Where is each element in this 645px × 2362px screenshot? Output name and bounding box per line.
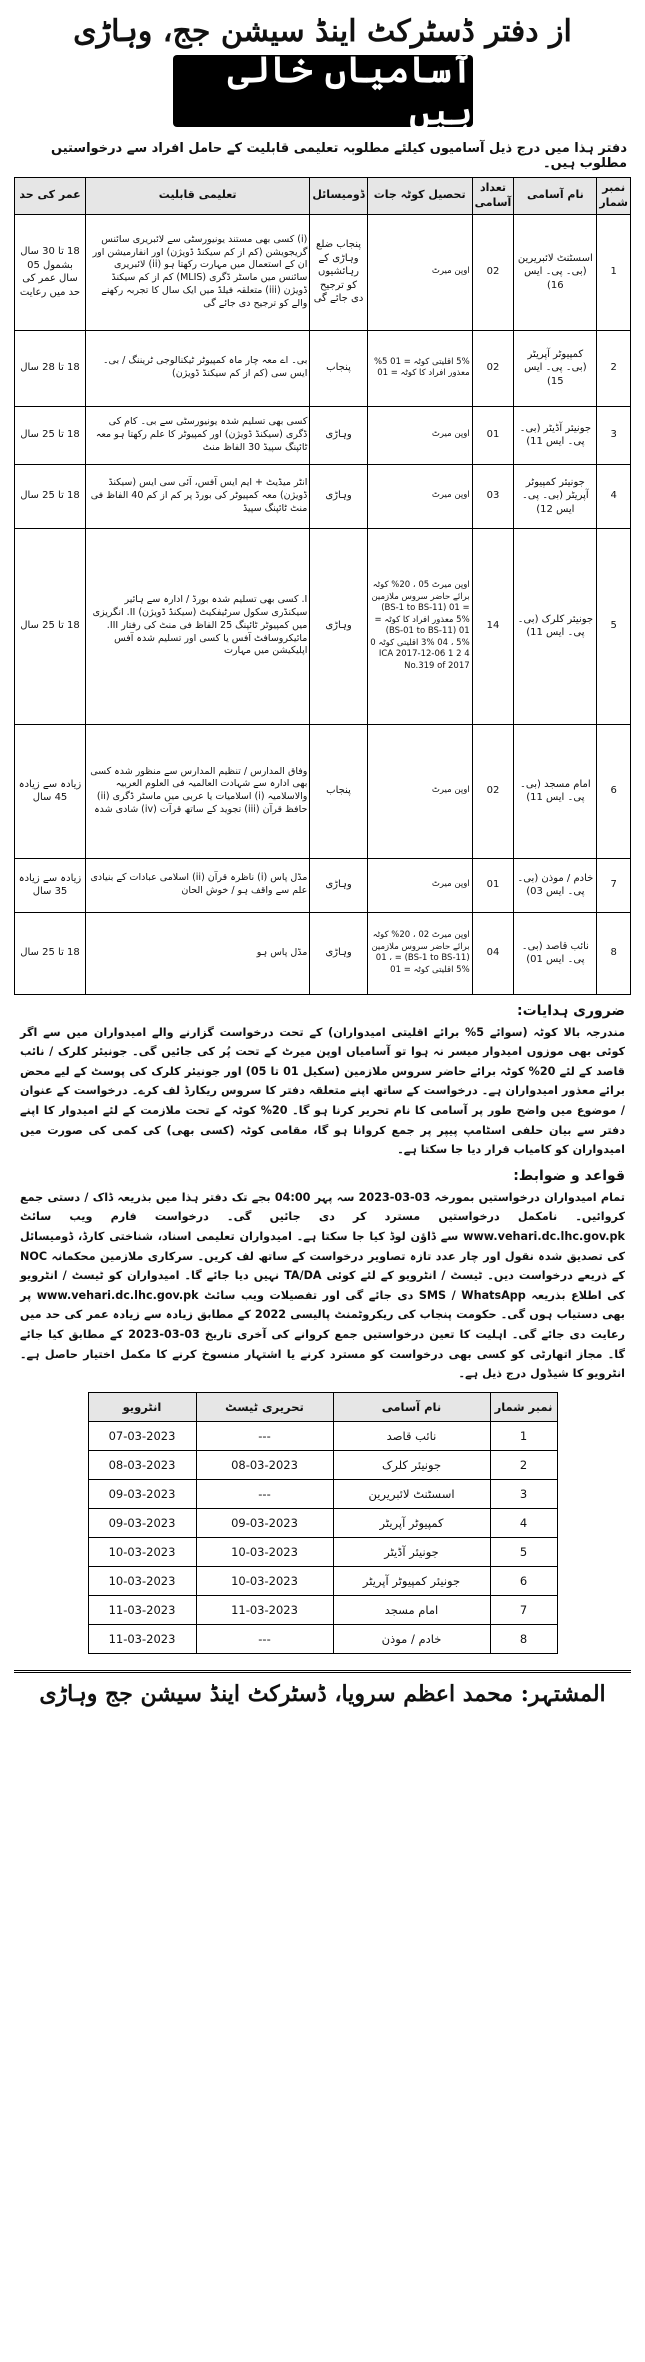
table-row bbox=[88, 1595, 557, 1624]
cell-sn: 3 bbox=[597, 406, 631, 464]
cell-domicile: وہاڑی bbox=[310, 406, 367, 464]
cell-age: 18 تا 28 سال bbox=[15, 330, 86, 406]
schedule-col-interview: انٹرویو bbox=[88, 1392, 196, 1421]
cell-sn: 5 bbox=[597, 528, 631, 724]
cell-post: جونیئر کلرک (بی۔ پی۔ ایس 11) bbox=[514, 528, 597, 724]
table-row bbox=[88, 1566, 557, 1595]
cell-age: زیادہ سے زیادہ 45 سال bbox=[15, 724, 86, 858]
cell-post: جونیئر آڈیٹر bbox=[333, 1537, 490, 1566]
cell-test: 08-03-2023 bbox=[196, 1450, 333, 1479]
cell-post: نائب قاصد (بی۔ پی۔ ایس 01) bbox=[514, 912, 597, 994]
cell-education: (i) کسی بھی مستند یونیورسٹی سے لائبریری سائنس گریجویشن (کم از کم سیکنڈ ڈویژن) اور انفارمیشن اور ان کے استعمال میں مہارت رکھتا ہو (ii) لائبریری سائنس میں ماسٹر ڈگری (MLIS) کم از کم سیکنڈ ڈویژن (iii) متعلقہ فیلڈ میں ایک سال کا تجربہ رکھنے والے کو ترجیح دی جائے گی bbox=[86, 214, 310, 330]
cell-sn: 8 bbox=[490, 1624, 557, 1653]
cell-post: اسسٹنٹ لائبریرین bbox=[333, 1479, 490, 1508]
col-header-quota: تحصیل کوٹہ جات bbox=[367, 178, 472, 215]
table-row bbox=[15, 214, 631, 330]
schedule-header-row bbox=[88, 1392, 557, 1421]
jobs-table-header-row bbox=[15, 178, 631, 215]
cell-domicile: وہاڑی bbox=[310, 858, 367, 912]
table-row bbox=[15, 858, 631, 912]
cell-count: 01 bbox=[472, 858, 514, 912]
col-header-domicile: ڈومیسائل bbox=[310, 178, 367, 215]
table-row bbox=[88, 1479, 557, 1508]
cell-count: 02 bbox=[472, 330, 514, 406]
cell-interview: 11-03-2023 bbox=[88, 1595, 196, 1624]
cell-age: 18 تا 25 سال bbox=[15, 528, 86, 724]
cell-count: 01 bbox=[472, 406, 514, 464]
cell-post: خادم / موذن (بی۔ پی۔ ایس 03) bbox=[514, 858, 597, 912]
instructions-text: مندرجہ بالا کوٹہ (سوائے 5% برائے اقلیتی امیدواران) کے تحت درخواست گزارنے والے امیدواران میں سے اگر کوئی بھی موزوں امیدوار میسر نہ ہوا تو آسامیاں اوپن میرٹ کے تحت پُر کی جائیں گی۔ جونیئر کلرک / نائب قاصد کے لئے 20% کوٹہ برائے حاضر سروس ملازمین (سکیل 01 تا 05) اور جونیئر کلرک کی پوسٹ کے لیے محض برائے معذور امیدواران ہے۔ درخواست کے ساتھ اپنے متعلقہ دفتر کا سروس ریکارڈ لف کرے۔ درخواست کے عنوان / موضوع میں واضح طور پر آسامی کا نام تحریر کرنا ہو گا۔ 20% کوٹہ کے تحت ملازمت کے لئے امیدوار کا اپنے دفتر سے بیان حلفی اسٹامپ پیپر پر جمع کروانا ہو گا، مقامی کوٹہ (کسی بھی) کی کمی کی صورت میں امیدواران کو کامیاب قرار دیا جا سکتا ہے۔ bbox=[20, 1025, 625, 1157]
interview-schedule-table bbox=[88, 1392, 558, 1654]
cell-sn: 7 bbox=[597, 858, 631, 912]
cell-education: کسی بھی تسلیم شدہ یونیورسٹی سے بی۔ کام کی ڈگری (سیکنڈ ڈویژن) اور کمپیوٹر کا علم رکھتا ہو معہ ٹائپنگ سپیڈ 30 الفاظ منٹ bbox=[86, 406, 310, 464]
table-row bbox=[15, 406, 631, 464]
cell-test: --- bbox=[196, 1421, 333, 1450]
jobs-table bbox=[14, 177, 631, 995]
cell-interview: 09-03-2023 bbox=[88, 1479, 196, 1508]
table-row bbox=[88, 1450, 557, 1479]
cell-sn: 8 bbox=[597, 912, 631, 994]
schedule-col-test: تحریری ٹیسٹ bbox=[196, 1392, 333, 1421]
cell-post: نائب قاصد bbox=[333, 1421, 490, 1450]
rules-heading: قواعد و ضوابط: bbox=[513, 1167, 625, 1184]
cell-count: 02 bbox=[472, 214, 514, 330]
table-row bbox=[88, 1421, 557, 1450]
cell-quota: اوپن میرٹ bbox=[367, 406, 472, 464]
cell-count: 02 bbox=[472, 724, 514, 858]
cell-quota: اوپن میرٹ bbox=[367, 724, 472, 858]
advertiser-signature: المشتہر: محمد اعظم سرویا، ڈسٹرکٹ اینڈ سیشن جج وہاڑی bbox=[14, 1670, 631, 1707]
cell-quota: اوپن میرٹ 05 ، 20% کوٹہ برائے حاضر سروس ملازمین = 01 (BS-1 to BS-11) 5% معذور افراد کا کوٹہ = 01 (BS-01 to BS-11) 3% 04 ، 5% اقلیتی کوٹہ 0 4 2 1 06-12-2017 ICA No.319 of 2017 bbox=[367, 528, 472, 724]
cell-interview: 11-03-2023 bbox=[88, 1624, 196, 1653]
cell-post: امام مسجد (بی۔ پی۔ ایس 11) bbox=[514, 724, 597, 858]
cell-quota: اوپن میرٹ bbox=[367, 858, 472, 912]
schedule-col-sn: نمبر شمار bbox=[490, 1392, 557, 1421]
table-row bbox=[15, 528, 631, 724]
cell-quota: 5% اقلیتی کوٹہ = 01 5% معذور افراد کا کوٹہ = 01 bbox=[367, 330, 472, 406]
table-row bbox=[15, 724, 631, 858]
intro-text: دفتر ہذا میں درج ذیل آسامیوں کیلئے مطلوبہ تعلیمی قابلیت کے حامل افراد سے درخواستیں مطلوب ہیں۔ bbox=[51, 141, 627, 171]
cell-post: خادم / موذن bbox=[333, 1624, 490, 1653]
col-header-post: نام آسامی bbox=[514, 178, 597, 215]
cell-sn: 5 bbox=[490, 1537, 557, 1566]
cell-age: 18 تا 25 سال bbox=[15, 406, 86, 464]
cell-sn: 6 bbox=[490, 1566, 557, 1595]
cell-count: 14 bbox=[472, 528, 514, 724]
cell-test: --- bbox=[196, 1624, 333, 1653]
schedule-col-post: نام آسامی bbox=[333, 1392, 490, 1421]
cell-age: 18 تا 30 سال بشمول 05 سال عمر کی حد میں رعایت bbox=[15, 214, 86, 330]
table-row bbox=[15, 330, 631, 406]
cell-post: جونیئر آڈیٹر (بی۔ پی۔ ایس 11) bbox=[514, 406, 597, 464]
cell-sn: 1 bbox=[597, 214, 631, 330]
cell-age: 18 تا 25 سال bbox=[15, 912, 86, 994]
rules-text bbox=[20, 1188, 625, 1384]
cell-education: مڈل پاس ہو bbox=[86, 912, 310, 994]
cell-interview: 10-03-2023 bbox=[88, 1566, 196, 1595]
cell-sn: 4 bbox=[597, 464, 631, 528]
cell-count: 03 bbox=[472, 464, 514, 528]
cell-sn: 7 bbox=[490, 1595, 557, 1624]
cell-quota: اوپن میرٹ 02 ، 20% کوٹہ برائے حاضر سروس ملازمین (BS-1 to BS-11) = 01 ، 5% اقلیتی کوٹہ = 01 bbox=[367, 912, 472, 994]
website-link[interactable]: www.vehari.dc.lhc.gov.pk bbox=[463, 1230, 625, 1244]
cell-post: کمپیوٹر آپریٹر bbox=[333, 1508, 490, 1537]
website-link-2[interactable]: www.vehari.dc.lhc.gov.pk bbox=[36, 1288, 199, 1302]
cell-test: --- bbox=[196, 1479, 333, 1508]
col-header-sn: نمبر شمار bbox=[597, 178, 631, 215]
cell-education: انٹر میڈیٹ + ایم ایس آفس، آئی سی ایس (سیکنڈ ڈویژن) معہ کمپیوٹر کی بورڈ پر کم از کم 40 الفاظ فی منٹ ٹائپنگ سپیڈ bbox=[86, 464, 310, 528]
cell-test: 11-03-2023 bbox=[196, 1595, 333, 1624]
cell-sn: 4 bbox=[490, 1508, 557, 1537]
cell-test: 09-03-2023 bbox=[196, 1508, 333, 1537]
cell-domicile: وہاڑی bbox=[310, 528, 367, 724]
cell-quota: اوپن میرٹ bbox=[367, 464, 472, 528]
cell-sn: 1 bbox=[490, 1421, 557, 1450]
cell-sn: 6 bbox=[597, 724, 631, 858]
cell-post: جونیئر کمپیوٹر آپریٹر (بی۔ پی۔ ایس 12) bbox=[514, 464, 597, 528]
cell-post: جونیئر کلرک bbox=[333, 1450, 490, 1479]
cell-education: I. کسی بھی تسلیم شدہ بورڈ / ادارہ سے ہائیر سیکنڈری سکول سرٹیفکیٹ (سیکنڈ ڈویژن) II. انگریزی میں کمپیوٹر ٹائپنگ 25 الفاظ فی منٹ کی رفتار III. مائیکروسافٹ آفس یا کسی اور تسلیم شدہ آفس اپلیکیشن میں مہارت bbox=[86, 528, 310, 724]
cell-sn: 3 bbox=[490, 1479, 557, 1508]
cell-count: 04 bbox=[472, 912, 514, 994]
cell-education: مڈل پاس (i) ناظرہ قرآن (ii) اسلامی عبادات کے بنیادی علم سے واقف ہو / خوش الحان bbox=[86, 858, 310, 912]
cell-domicile: پنجاب bbox=[310, 330, 367, 406]
cell-interview: 09-03-2023 bbox=[88, 1508, 196, 1537]
table-row bbox=[15, 912, 631, 994]
cell-age: زیادہ سے زیادہ 35 سال bbox=[15, 858, 86, 912]
cell-post: امام مسجد bbox=[333, 1595, 490, 1624]
cell-post: اسسٹنٹ لائبریرین (بی۔ پی۔ ایس 16) bbox=[514, 214, 597, 330]
cell-quota: اوپن میرٹ bbox=[367, 214, 472, 330]
rules-text-part-2: سے ڈاؤن لوڈ کیا جا سکتا ہے۔ امیدواران تعلیمی اسناد، شناختی کارڈ، ڈومیسائل کی تصدیق شدہ نقول اور چار عدد تازہ تصاویر درخواست کے ساتھ لف کریں۔ سرکاری ملازمین محکمانہ NOC کے ذریعے درخواست دیں۔ ٹیسٹ / انٹرویو کے لئے کوئی TA/DA نہیں دیا جائے گا۔ امیدواران کو ٹیسٹ / انٹرویو کی اطلاع بذریعہ SMS / WhatsApp دی جائے گی اور تفصیلات ویب سائٹ bbox=[20, 1230, 626, 1302]
cell-education: بی۔ اے معہ چار ماہ کمپیوٹر ٹیکنالوجی ٹریننگ / بی۔ ایس سی (کم از کم سیکنڈ ڈویژن) bbox=[86, 330, 310, 406]
table-row bbox=[88, 1624, 557, 1653]
cell-domicile: وہاڑی bbox=[310, 464, 367, 528]
col-header-count: تعداد آسامی bbox=[472, 178, 514, 215]
instructions-heading: ضروری ہدایات: bbox=[517, 1002, 625, 1019]
cell-education: وفاق المدارس / تنظیم المدارس سے منظور شدہ کسی بھی ادارہ سے شہادت العالمیہ فی العلوم العربیہ والاسلامیہ (i) اسلامیات یا عربی میں ماسٹر ڈگری (ii) حافظ قرآن (iii) تجوید کے ساتھ قرآت (iv) شادی شدہ bbox=[86, 724, 310, 858]
table-row bbox=[88, 1537, 557, 1566]
cell-sn: 2 bbox=[490, 1450, 557, 1479]
cell-test: 10-03-2023 bbox=[196, 1566, 333, 1595]
cell-interview: 10-03-2023 bbox=[88, 1537, 196, 1566]
cell-sn: 2 bbox=[597, 330, 631, 406]
col-header-education: تعلیمی قابلیت bbox=[86, 178, 310, 215]
cell-post: کمپیوٹر آپریٹر (بی۔ پی۔ ایس 15) bbox=[514, 330, 597, 406]
col-header-age: عمر کی حد bbox=[15, 178, 86, 215]
cell-domicile: پنجاب ضلع وہاڑی کے رہائشیوں کو ترجیح دی جائے گی bbox=[310, 214, 367, 330]
office-title: از دفتر ڈسٹرکٹ اینڈ سیشن جج، وہاڑی bbox=[73, 14, 572, 49]
rules-text-part-1: تمام امیدواران درخواستیں بمورخہ 03-03-2023 سہ پہر 04:00 بجے تک دفتر ہذا میں بذریعہ ڈاک / دستی جمع کروائیں۔ نامکمل درخواستیں مسترد کر دی جائیں گی۔ درخواست فارم ویب سائٹ bbox=[20, 1190, 625, 1224]
cell-domicile: پنجاب bbox=[310, 724, 367, 858]
rules-text-part-3: پر بھی دستیاب ہوں گی۔ حکومت پنجاب کی ریکروٹمنٹ پالیسی 2022 کے مطابق زیادہ سے زیادہ عمر کی حد میں رعایت دی جائے گی۔ اہلیت کا تعین درخواستیں جمع کروانے کی آخری تاریخ 03-03-2023 کے مطابق کیا جائے گا۔ مجاز اتھارٹی کو کسی بھی درخواست کو مسترد کرنے یا اشتہار منسوخ کرنے کا مکمل اختیار حاصل ہے۔ انٹرویو کا شیڈول درج ذیل ہے۔ bbox=[20, 1288, 625, 1381]
table-row bbox=[15, 464, 631, 528]
cell-interview: 07-03-2023 bbox=[88, 1421, 196, 1450]
vacancies-banner: آسامیاں خالی ہیں bbox=[173, 55, 473, 127]
cell-interview: 08-03-2023 bbox=[88, 1450, 196, 1479]
cell-domicile: وہاڑی bbox=[310, 912, 367, 994]
cell-age: 18 تا 25 سال bbox=[15, 464, 86, 528]
cell-test: 10-03-2023 bbox=[196, 1537, 333, 1566]
cell-post: جونیئر کمپیوٹر آپریٹر bbox=[333, 1566, 490, 1595]
table-row bbox=[88, 1508, 557, 1537]
